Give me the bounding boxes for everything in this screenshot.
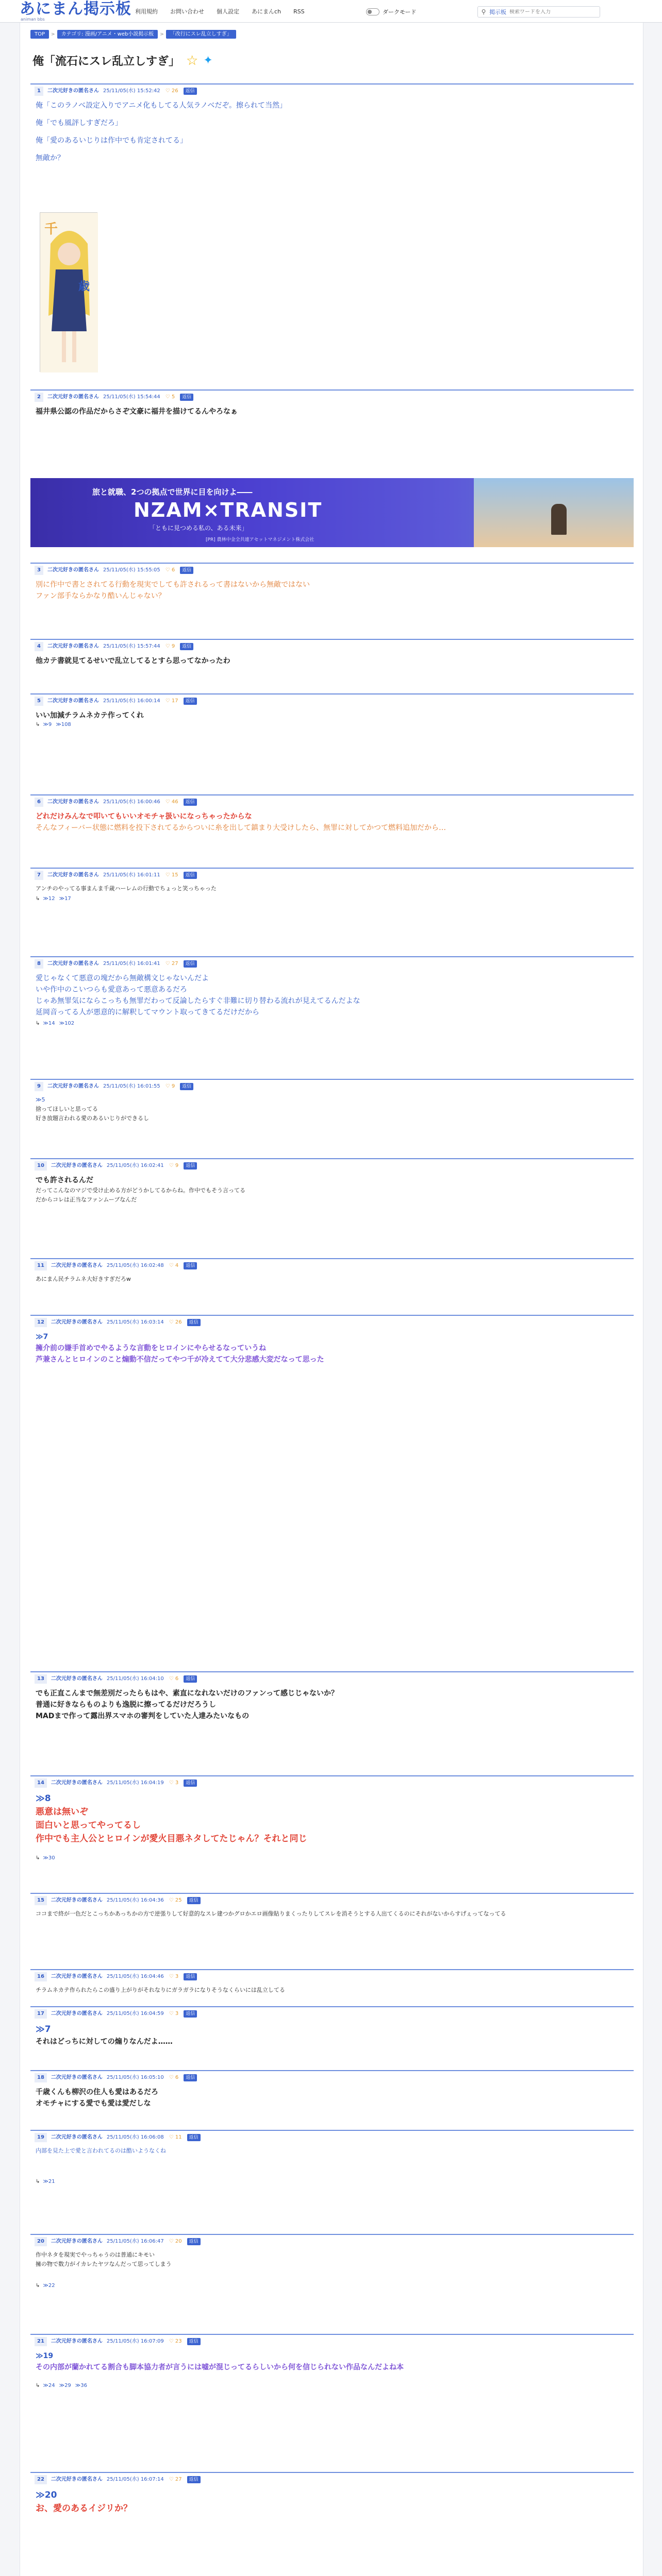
like-count[interactable]: ♡ 26	[165, 88, 178, 94]
reply-arrow-icon: ↳	[36, 2383, 40, 2388]
post-date: 25/11/05(水) 16:02:41	[106, 1163, 164, 1168]
post-line: ファン部手ならかなり酷いんじゃない？	[36, 592, 166, 600]
poster-name: 二次元好きの匿名さん	[47, 961, 99, 967]
reply-refs	[36, 2383, 91, 2388]
like-count[interactable]: ♡ 6	[169, 1676, 179, 1682]
poster-name: 二次元好きの匿名さん	[47, 1083, 99, 1089]
post-number[interactable]: 4	[35, 642, 43, 651]
post-date: 25/11/05(水) 16:07:14	[106, 2477, 164, 2482]
post-body	[36, 1688, 634, 1722]
post-body	[36, 1909, 634, 1919]
post-line: 作中でも主人公とヒロインが愛火目悪ネタしてたじゃん？それと同じ	[36, 1834, 307, 1844]
poster-name: 二次元好きの匿名さん	[51, 1263, 103, 1268]
reply-arrow-icon: ↳	[36, 896, 40, 902]
reply-ref-link[interactable]: ≫108	[56, 722, 71, 727]
post-line: その内部が蘭かれてる割合も脚本協力者が言うには嘘が混じってるらしいから何を信じられない作品なんだよね本	[36, 2363, 404, 2371]
post	[30, 1158, 634, 1210]
poster-name: 二次元好きの匿名さん	[51, 1676, 103, 1682]
post	[30, 1258, 634, 1284]
post	[30, 563, 634, 635]
post-date: 25/11/05(水) 16:03:14	[106, 1319, 164, 1325]
post-body	[36, 811, 634, 834]
post-number[interactable]: 3	[35, 566, 43, 575]
svg-text:歳: 歳	[78, 280, 90, 293]
reply-button[interactable]: 返信	[180, 394, 193, 401]
post-line[interactable]: ≫8	[36, 1793, 51, 1804]
poster-name: 二次元好きの匿名さん	[51, 1897, 103, 1903]
reply-button[interactable]: 返信	[184, 1780, 197, 1787]
post-meta	[35, 2133, 634, 2142]
post	[30, 2130, 634, 2187]
post-meta	[35, 2009, 634, 2019]
post-line: あにまん民チラムネ大好きすぎだろw	[36, 1276, 131, 1282]
post-line: じゃあ無罪気にならこっちも無罪だわって反論したらすぐ非難に切り替わる流れが見えてるんだよな	[36, 997, 360, 1005]
poster-name: 二次元好きの匿名さん	[51, 2477, 103, 2482]
post-meta	[35, 1161, 634, 1171]
post-number[interactable]: 19	[35, 2133, 47, 2142]
post-line: 好き放題言われる愛のあるいじりができるし	[36, 1115, 149, 1122]
post-line: 俺「でも風評しすぎだろ」	[36, 119, 122, 127]
poster-name: 二次元好きの匿名さん	[51, 2075, 103, 2080]
reply-ref-link[interactable]: ≫36	[75, 2383, 87, 2388]
post-line[interactable]: ≫7	[36, 2024, 51, 2035]
post-body	[36, 1095, 634, 1123]
reply-button[interactable]: 返信	[187, 2238, 201, 2245]
post-body	[36, 1792, 634, 1845]
post-meta	[35, 697, 634, 706]
post-line: 他カテ書就見てるせいで乱立してるとすら思ってなかったわ	[36, 657, 230, 665]
post-line: 俺「愛のあるいじりは作中でも肯定されてる」	[36, 137, 187, 145]
post-line: 捨ってほしいと思ってる	[36, 1106, 98, 1112]
post-date: 25/11/05(水) 16:06:08	[106, 2134, 164, 2140]
post-body	[36, 2488, 634, 2515]
post-number[interactable]: 21	[35, 2337, 47, 2346]
post-body	[36, 2350, 634, 2373]
reply-button[interactable]: 返信	[184, 1675, 197, 1683]
ad-line2: 「ともに見つめる私の、ある未来」	[149, 524, 248, 532]
star-icon[interactable]: ☆	[186, 53, 198, 69]
reply-button[interactable]: 返信	[187, 2134, 201, 2141]
post-date: 25/11/05(水) 16:01:41	[103, 961, 160, 967]
post-line: 愛じゃなくて悪意の塊だから無敵構文じゃないんだよ	[36, 974, 209, 982]
poster-name: 二次元好きの匿名さん	[47, 799, 99, 805]
like-count[interactable]: ♡ 27	[165, 961, 178, 967]
poster-name: 二次元好きの匿名さん	[51, 1319, 103, 1325]
post-meta	[35, 1778, 634, 1788]
post-meta	[35, 871, 634, 880]
reply-refs	[36, 896, 75, 902]
reply-refs	[36, 2179, 59, 2184]
post-date: 25/11/05(水) 16:00:14	[103, 698, 160, 704]
page-title: 俺「流石にスレ乱立しすぎ」	[32, 55, 180, 68]
reply-button[interactable]: 返信	[187, 2338, 201, 2345]
post-body	[36, 1986, 634, 1995]
post-line: 無敵か？	[36, 154, 64, 162]
post-number[interactable]: 1	[35, 87, 43, 96]
post-line: 福井県公認の作品だからさぞ文豪に福井を描けてるんやろなぁ	[36, 408, 238, 416]
post	[30, 2234, 634, 2291]
poster-name: 二次元好きの匿名さん	[47, 872, 99, 878]
post-body	[36, 973, 634, 1018]
main-content	[20, 23, 643, 2576]
post-body	[36, 710, 634, 721]
post	[30, 83, 634, 382]
post-body	[36, 2087, 634, 2109]
post-number[interactable]: 22	[35, 2475, 47, 2484]
like-count[interactable]: ♡ 46	[165, 799, 178, 805]
reply-ref-link[interactable]: ≫9	[43, 722, 52, 727]
post	[30, 639, 634, 670]
post-line: 別に作中で書とされてる行動を現実でしても許されるって書はないから無敵ではない	[36, 581, 310, 589]
post-meta	[35, 1896, 634, 1905]
post-meta	[35, 1972, 634, 1981]
reply-arrow-icon: ↳	[36, 722, 40, 727]
like-count[interactable]: ♡ 9	[169, 1163, 179, 1168]
poster-name: 二次元好きの匿名さん	[47, 698, 99, 704]
reply-ref-link[interactable]: ≫22	[43, 2283, 55, 2289]
post	[30, 794, 634, 841]
like-count[interactable]: ♡ 20	[169, 2239, 182, 2244]
post	[30, 1969, 634, 1995]
reply-arrow-icon: ↳	[36, 1855, 40, 1861]
post-body	[36, 2146, 634, 2156]
reply-ref-link[interactable]: ≫102	[59, 1021, 75, 1026]
post-date: 25/11/05(水) 16:00:46	[103, 799, 160, 805]
like-count[interactable]: ♡ 15	[165, 872, 178, 878]
post-date: 25/11/05(水) 16:04:59	[106, 2011, 164, 2016]
post	[30, 1671, 634, 1728]
post	[30, 1079, 634, 1120]
post-date: 25/11/05(水) 16:04:19	[106, 1780, 164, 1786]
post-body	[36, 100, 634, 164]
post-line: 内部を見た上で愛と言われてるのは酷いようなくね	[36, 2147, 166, 2154]
post-number[interactable]: 6	[35, 798, 43, 807]
post-date: 25/11/05(水) 15:55:05	[103, 567, 160, 573]
ad-photo	[474, 478, 634, 547]
post	[30, 2334, 634, 2391]
post-date: 25/11/05(水) 15:54:44	[103, 394, 160, 400]
post-number[interactable]: 12	[35, 1318, 47, 1327]
reply-button[interactable]: 返信	[184, 2010, 197, 2018]
post-line: お、愛のあるイジリか？	[36, 2503, 132, 2514]
post	[30, 2070, 634, 2116]
breadcrumb-top[interactable]: TOP	[30, 30, 49, 39]
reply-refs	[36, 722, 75, 727]
like-count[interactable]: ♡ 6	[165, 567, 175, 573]
post-body	[36, 1331, 634, 1365]
post-body	[36, 2023, 634, 2047]
poster-name: 二次元好きの匿名さん	[51, 2134, 103, 2140]
reply-button[interactable]: 返信	[184, 88, 197, 95]
post-line: 面白いと思ってやってるし	[36, 1820, 141, 1831]
reply-ref-link[interactable]: ≫21	[43, 2179, 55, 2184]
poster-name: 二次元好きの匿名さん	[51, 2338, 103, 2344]
site-logo-sub: animan bbs	[21, 17, 45, 22]
reply-button[interactable]: 返信	[180, 643, 193, 650]
post-line: チラムネカテ作られたらこの盛り上がりがそれなりにガラガラになりそうなくらいには乱立してる	[36, 1987, 285, 1993]
post-line: 悪意は無いぞ	[36, 1807, 88, 1817]
post-line: そんなフィーバー状態に燃料を投下されてるからついに糸を出して鎮まり大受けしたら、無罪に対してかつて燃料追加だから…	[36, 824, 446, 832]
like-count[interactable]: ♡ 9	[165, 643, 175, 649]
post	[30, 1775, 634, 1863]
post-body	[36, 579, 634, 602]
like-count[interactable]: ♡ 9	[165, 1083, 175, 1089]
reply-button[interactable]: 返信	[184, 799, 197, 806]
nav-animanch[interactable]: あにまんch	[252, 8, 282, 15]
post-number[interactable]: 18	[35, 2073, 47, 2082]
poster-name: 二次元好きの匿名さん	[51, 1163, 103, 1168]
post-date: 25/11/05(水) 16:01:55	[103, 1083, 160, 1089]
dark-mode-toggle[interactable]	[366, 7, 417, 16]
poster-name: 二次元好きの匿名さん	[51, 1780, 103, 1786]
post-line[interactable]: ≫5	[36, 1096, 45, 1103]
post-number[interactable]: 13	[35, 1674, 47, 1684]
post-meta	[35, 566, 634, 575]
post-number[interactable]: 15	[35, 1896, 47, 1905]
ad-banner[interactable]	[30, 478, 634, 547]
poster-name: 二次元好きの匿名さん	[47, 567, 99, 573]
poster-name: 二次元好きの匿名さん	[47, 394, 99, 400]
reply-arrow-icon: ↳	[36, 2283, 40, 2289]
reply-refs	[36, 1021, 78, 1026]
reply-ref-link[interactable]: ≫17	[59, 896, 71, 902]
reply-button[interactable]: 返信	[184, 1973, 197, 1980]
ad-line1: 旅と就職、2つの拠点で世界に目を向けよ――	[92, 487, 253, 497]
like-count[interactable]: ♡ 3	[169, 1974, 179, 1979]
post-number[interactable]: 20	[35, 2237, 47, 2246]
reply-button[interactable]: 返信	[184, 872, 197, 879]
post-line: だってこんなのマジで受け止める方がどうかしてるからね。作中でもそう言ってる	[36, 1187, 245, 1194]
post-line: 俺「このラノベ設定入りでアニメ化もしてる人気ラノベだぞ。擦られて当然」	[36, 101, 287, 110]
breadcrumb-category[interactable]: カテゴリ: 漫画/アニメ・web小説掲示板	[57, 30, 158, 39]
post-body	[36, 1175, 634, 1205]
post	[30, 389, 634, 451]
thread-title-row	[32, 53, 213, 69]
reply-arrow-icon: ↳	[36, 2179, 40, 2184]
nav-contact[interactable]: お問い合わせ	[170, 8, 204, 15]
post-meta	[35, 1261, 634, 1270]
post-meta	[35, 959, 634, 969]
like-count[interactable]: ♡ 3	[169, 1780, 179, 1786]
reply-button[interactable]: 返信	[184, 1162, 197, 1170]
post-meta	[35, 393, 634, 402]
post-number[interactable]: 2	[35, 393, 43, 402]
post-number[interactable]: 5	[35, 697, 43, 706]
reply-button[interactable]: 返信	[184, 1262, 197, 1269]
post-date: 25/11/05(水) 15:57:44	[103, 643, 160, 649]
post	[30, 2472, 634, 2576]
like-count[interactable]: ♡ 4	[169, 1263, 179, 1268]
post	[30, 693, 634, 730]
post-body	[36, 406, 634, 417]
reply-button[interactable]: 返信	[184, 960, 197, 968]
post-line: 擁の物で数力がイカレたヤツなんだって思ってしまう	[36, 2261, 172, 2267]
like-count[interactable]: ♡ 17	[165, 698, 178, 704]
reply-refs	[36, 1855, 59, 1861]
post-meta	[35, 798, 634, 807]
post-date: 25/11/05(水) 16:04:46	[106, 1974, 164, 1979]
post-line: アンチのやってる事まんま千歳ハーレムの行動でちょっと笑っちゃった	[36, 885, 217, 892]
post-line: いい加減チラムネカテ作ってくれ	[36, 711, 144, 720]
post-body	[36, 655, 634, 667]
post-line[interactable]: ≫7	[36, 1333, 48, 1341]
post-line: どれだけみんなで叩いてもいいオモチャ扱いになっちゃったからな	[36, 812, 252, 821]
post-line: 芦兼さんとヒロインのこと煽動不信だってやつ千が冷えてて大分悲感大変だなって思った	[36, 1355, 324, 1364]
reply-ref-link[interactable]: ≫30	[43, 1855, 55, 1861]
toggle-switch-icon[interactable]	[366, 8, 379, 15]
breadcrumb: TOP > カテゴリ: 漫画/アニメ・web小説掲示板 > 「改行にスレ乱立しすぎ」	[30, 30, 238, 39]
ad-logo: NZAM×TRANSIT	[134, 499, 323, 521]
reply-button[interactable]: 返信	[184, 698, 197, 705]
dark-mode-label: ダークモード	[383, 9, 417, 15]
like-count[interactable]: ♡ 25	[169, 1897, 182, 1903]
like-count[interactable]: ♡ 27	[169, 2477, 182, 2482]
post-line: それはどっちに対しての煽りなんだよ……	[36, 2038, 173, 2046]
post-meta	[35, 2073, 634, 2082]
post-meta	[35, 87, 634, 96]
post-number[interactable]: 8	[35, 959, 43, 969]
poster-name: 二次元好きの匿名さん	[47, 88, 99, 94]
reply-refs	[36, 2283, 59, 2289]
like-count[interactable]: ♡ 26	[169, 1319, 182, 1325]
post-meta	[35, 2237, 634, 2246]
poster-name: 二次元好きの匿名さん	[47, 643, 99, 649]
reply-ref-link[interactable]: ≫14	[43, 1021, 55, 1026]
post-line[interactable]: ≫19	[36, 2352, 54, 2360]
nav-settings[interactable]: 個人設定	[217, 8, 239, 15]
post	[30, 1315, 634, 1650]
reply-ref-link[interactable]: ≫29	[59, 2383, 71, 2388]
post-line: いや作中のこいつらも愛意あって悪意あるだろ	[36, 986, 187, 994]
post	[30, 956, 634, 1028]
post-line: 擁介前の嫌手首めでやるような言動をヒロインにやらせるなっていうね	[36, 1344, 267, 1352]
reply-arrow-icon: ↳	[36, 1021, 40, 1026]
search-category-select[interactable]: 掲示板	[489, 9, 506, 15]
post-meta	[35, 2337, 634, 2346]
post-date: 25/11/05(水) 16:06:47	[106, 2239, 164, 2244]
post-meta	[35, 2475, 634, 2484]
post	[30, 2006, 634, 2047]
reply-button[interactable]: 返信	[187, 1319, 201, 1326]
post-date: 25/11/05(水) 16:01:11	[103, 872, 160, 878]
like-count[interactable]: ♡ 23	[169, 2338, 182, 2344]
svg-text:千: 千	[44, 222, 58, 237]
nav-terms[interactable]: 利用規約	[135, 8, 158, 15]
post-line: オモチャにする愛でも愛は愛だしな	[36, 2099, 151, 2108]
post	[30, 868, 634, 904]
post-line: 普通に好きならものよりも逸脱に擦ってるだけだろうし	[36, 1701, 216, 1709]
reply-ref-link[interactable]: ≫12	[43, 896, 55, 902]
poster-name: 二次元好きの匿名さん	[51, 1974, 103, 1979]
site-header	[0, 0, 662, 23]
post-number[interactable]: 14	[35, 1778, 47, 1788]
post-number[interactable]: 17	[35, 2009, 47, 2019]
search-input[interactable]	[509, 9, 587, 15]
breadcrumb-thread[interactable]: 「改行にスレ乱立しすぎ」	[166, 30, 236, 39]
post-date: 25/11/05(水) 16:05:10	[106, 2075, 164, 2080]
post-line[interactable]: ≫20	[36, 2490, 57, 2500]
reply-button[interactable]: 返信	[180, 567, 193, 574]
like-count[interactable]: ♡ 6	[169, 2075, 179, 2080]
post-number[interactable]: 11	[35, 1261, 47, 1270]
post-date: 25/11/05(水) 16:02:48	[106, 1263, 164, 1268]
post-body	[36, 1275, 634, 1284]
nav-rss[interactable]: RSS	[293, 8, 305, 15]
post-number[interactable]: 9	[35, 1082, 43, 1091]
post-date: 25/11/05(水) 16:07:09	[106, 2338, 164, 2344]
reply-button[interactable]: 返信	[184, 2074, 197, 2081]
search-box	[477, 6, 600, 18]
post-meta	[35, 1318, 634, 1327]
post-body	[36, 884, 634, 893]
reply-button[interactable]: 返信	[187, 1897, 201, 1904]
poster-name: 二次元好きの匿名さん	[51, 2011, 103, 2016]
like-count[interactable]: ♡ 11	[169, 2134, 182, 2140]
post-line: 作中ネタを現実でやっちゃうのは普通にキモい	[36, 2251, 155, 2258]
post-number[interactable]: 16	[35, 1972, 47, 1981]
post-line: MADまで作って露出界スマホの審判をしていた人達みたいなもの	[36, 1712, 250, 1720]
reply-button[interactable]: 返信	[187, 2476, 201, 2483]
post-line: だからコレは正当なファンムーブなんだ	[36, 1196, 137, 1203]
post-date: 25/11/05(水) 16:04:10	[106, 1676, 164, 1682]
post-meta	[35, 642, 634, 651]
post-number[interactable]: 10	[35, 1161, 47, 1171]
post-line: 千歳くんも柳沢の住人も愛はあるだろ	[36, 2088, 158, 2096]
like-count[interactable]: ♡ 3	[169, 2011, 179, 2016]
post	[30, 1893, 634, 1939]
post-body	[36, 2250, 634, 2269]
ad-footnote: [PR] 農林中金全共連アセットマネジメント株式会社	[206, 537, 315, 543]
post-number[interactable]: 7	[35, 871, 43, 880]
post-line: でも許されるんだ	[36, 1176, 93, 1184]
reply-ref-link[interactable]: ≫24	[43, 2383, 55, 2388]
post-line: 延岡音ってる人が悪意的に解釈してマウント取ってきてるだけだから	[36, 1008, 259, 1016]
post-meta	[35, 1082, 634, 1091]
reply-button[interactable]: 返信	[180, 1083, 193, 1090]
poster-name: 二次元好きの匿名さん	[51, 2239, 103, 2244]
site-logo[interactable]: あにまん掲示板	[20, 0, 131, 18]
search-icon[interactable]: ⚲	[481, 8, 486, 15]
post-date: 25/11/05(水) 15:52:42	[103, 88, 160, 94]
post-line: でも正直こんまで無差別だったらもはや、素直になれないだけのファンって感じじゃないか？	[36, 1689, 339, 1698]
post-meta	[35, 1674, 634, 1684]
post-date: 25/11/05(水) 16:04:36	[106, 1897, 164, 1903]
like-count[interactable]: ♡ 5	[165, 394, 175, 400]
twitter-icon[interactable]: ✦	[203, 54, 213, 67]
header-nav	[135, 7, 317, 16]
post-line: ココまで終が一色だとこっちかあっちかの方で逆張りして好意的なスレ建つかグロかエロ画像貼りまくったりしてスレを消そうとする人出てくるのにそれがないからすげぇってなってる	[36, 1910, 506, 1917]
